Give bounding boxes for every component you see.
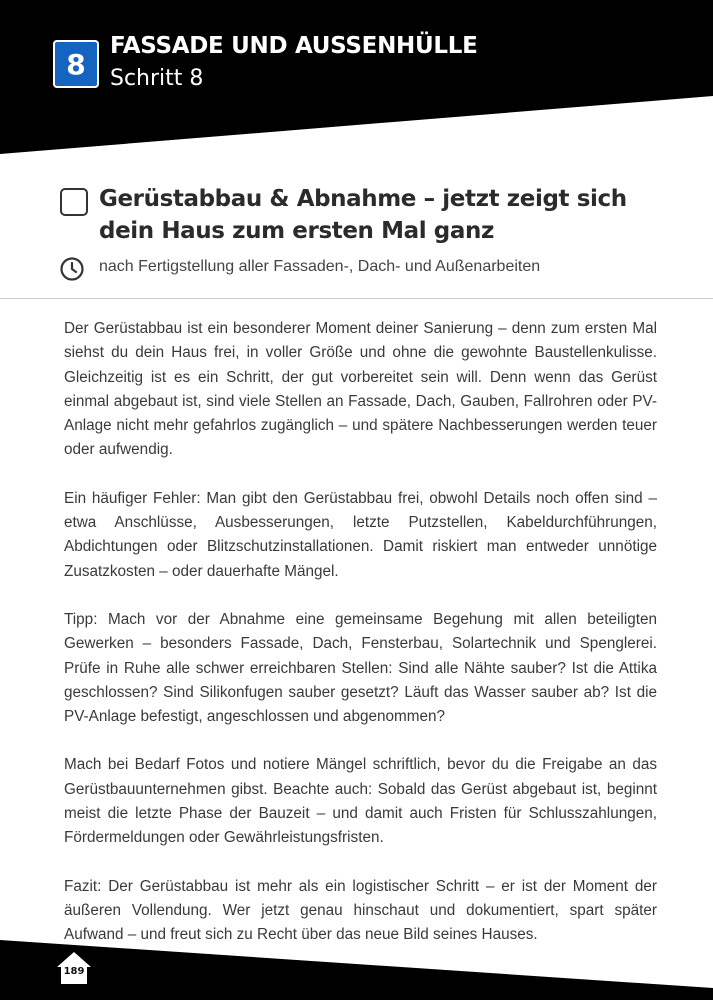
page-number: 189 (63, 966, 85, 977)
paragraph: Fazit: Der Gerüstabbau ist mehr als ein logistischer Schritt – er ist der Moment der äußeren Vollendung. Wer jetzt genau hinschaut und dokumentiert, spart später Aufwand – und freut sich zu Recht über das neue Bild seines Hauses. (64, 877, 657, 944)
section-title: FASSADE UND AUSSENHÜLLE (110, 33, 478, 59)
body-text (64, 317, 657, 972)
checkbox-icon[interactable] (60, 188, 88, 216)
footer-band (0, 930, 713, 1000)
paragraph: Tipp: Mach vor der Abnahme eine gemeinsame Begehung mit allen beteiligten Gewerken – besonders Fassade, Dach, Fensterbau, Solartechnik und Spenglerei. Prüfe in Ruhe alle schwer erreichbaren Stellen: Sind alle Nähte sauber? Ist die Attika geschlossen? Sind Silikonfugen sauber gesetzt? Läuft das Wasser sauber ab? Ist die PV-Anlage befestigt, angeschlossen und abgenommen? (64, 610, 657, 726)
step-number-badge: 8 (53, 40, 99, 88)
section-subtitle: Schritt 8 (110, 66, 204, 91)
clock-icon (59, 256, 85, 282)
paragraph: Mach bei Bedarf Fotos und notiere Mängel schriftlich, bevor du die Freigabe an das Gerüstbauunternehmen gibst. Beachte auch: Sobald das Gerüst abgebaut ist, beginnt meist die letzte Phase der Bauzeit – und damit auch Fristen für Schlusszahlungen, Fördermeldungen oder Gewährleistungsfristen. (64, 756, 657, 847)
header-band (0, 0, 713, 160)
paragraph: Ein häufiger Fehler: Man gibt den Gerüstabbau frei, obwohl Details noch offen sind – etwa Anschlüsse, Ausbesserungen, letzte Putzstellen, Kabeldurchführungen, Abdichtungen oder Blitzschutzinstallationen. Damit riskiert man entweder unnötige Zusatzkosten – oder dauerhafte Mängel. (64, 489, 657, 580)
timing-note: nach Fertigstellung aller Fassaden-, Dach- und Außenarbeiten (99, 258, 541, 275)
task-title: Gerüstabbau & Abnahme – jetzt zeigt sich dein Haus zum ersten Mal ganz (99, 186, 627, 244)
divider (0, 298, 713, 299)
paragraph: Der Gerüstabbau ist ein besonderer Moment deiner Sanierung – denn zum ersten Mal siehst du dein Haus frei, in voller Größe und ohne die gewohnte Baustellenkulisse. Gleichzeitig ist es ein Schritt, der gut vorbereitet sein will. Denn wenn das Gerüst einmal abgebaut ist, sind viele Stellen an Fassade, Dach, Gauben, Fallrohren oder PV-Anlage nicht mehr gefahrlos zugänglich – und spätere Nachbesserungen werden teuer oder aufwendig. (64, 320, 657, 459)
